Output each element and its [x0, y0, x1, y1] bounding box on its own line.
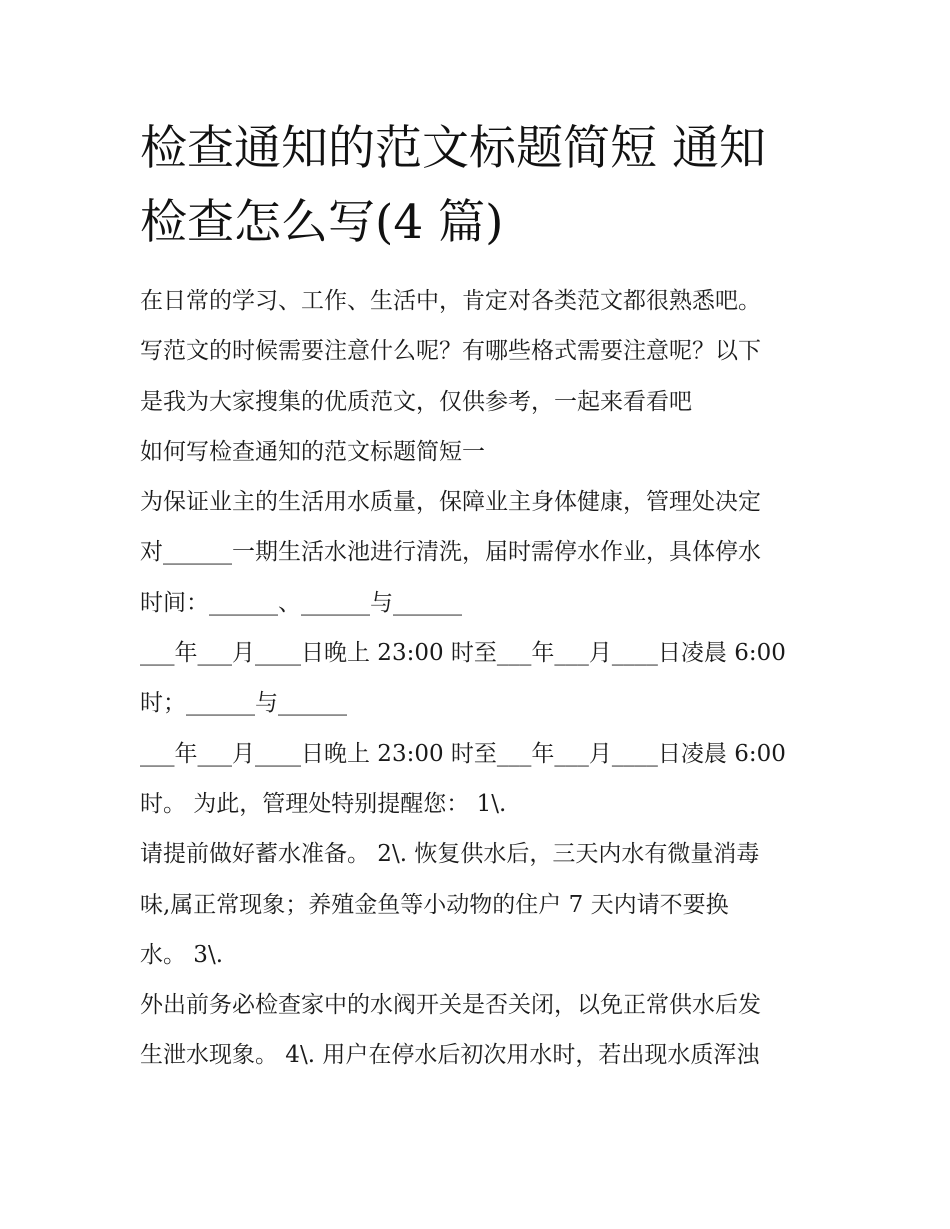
title-line-1: 检查通知的范文标题简短 通知: [140, 121, 766, 176]
body-line: 时。 为此，管理处特别提醒您： 1\.: [140, 790, 507, 817]
body-line: ___年___月____日晚上 23:00 时至___年___月____日凌晨 6:00: [140, 740, 786, 767]
body-line: 外出前务必检查家中的水阀开关是否关闭，以免正常供水后发: [140, 992, 761, 1019]
title-line-2: 检查怎么写(4 篇): [140, 195, 504, 250]
body-text: [140, 276, 830, 1081]
section-heading: 如何写检查通知的范文标题简短一: [140, 438, 485, 465]
body-line: 味,属正常现象；养殖金鱼等小动物的住户 7 天内请不要换: [140, 891, 729, 918]
body-line: 生泄水现象。 4\. 用户在停水后初次用水时，若出现水质浑浊: [140, 1042, 760, 1069]
body-line: 时间：______、______与______: [140, 589, 462, 616]
body-line: ___年___月____日晚上 23:00 时至___年___月____日凌晨 6:00: [140, 640, 786, 667]
page-title: [140, 112, 830, 260]
body-line-intro-3: 是我为大家搜集的优质范文，仅供参考，一起来看看吧: [140, 388, 692, 415]
body-line: 为保证业主的生活用水质量，保障业主身体健康，管理处决定: [140, 489, 761, 516]
body-line: 对______一期生活水池进行清洗，届时需停水作业，具体停水: [140, 539, 761, 566]
body-line-intro-1: 在日常的学习、工作、生活中，肯定对各类范文都很熟悉吧。: [140, 288, 761, 314]
body-line-intro-2: 写范文的时候需要注意什么呢？有哪些格式需要注意呢？以下: [140, 338, 761, 365]
body-line: 时；______与______: [140, 690, 347, 717]
body-line: 请提前做好蓄水准备。 2\. 恢复供水后，三天内水有微量消毒: [140, 841, 760, 868]
body-line: 水。 3\.: [140, 941, 224, 968]
